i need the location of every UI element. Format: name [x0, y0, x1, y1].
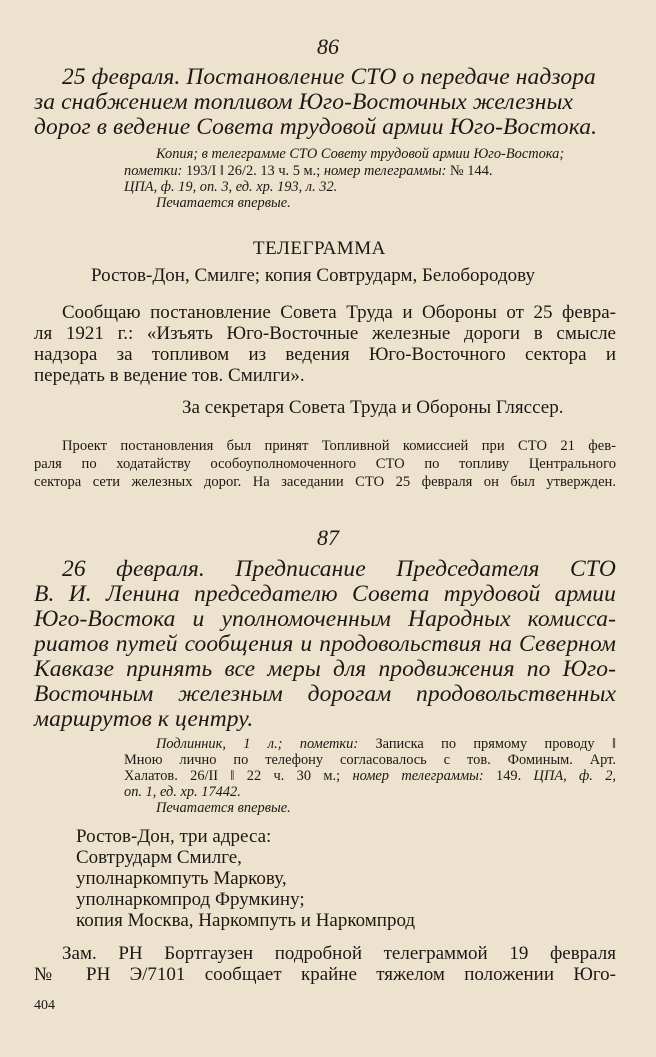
publication-note: Печатается впервые. [156, 195, 291, 211]
archival-meta-line: оп. 1, ед. хр. 17442. [124, 784, 241, 800]
document-number-86: 86 [317, 34, 339, 59]
telegram-title: ТЕЛЕГРАММА [253, 238, 386, 259]
editorial-note-line: раля по ходатайству особоуполномоченного СТО по топливу Центрального [34, 456, 616, 472]
telegram-body-line: передать в ведение тов. Смилги». [34, 365, 305, 386]
archival-meta-line: Халатов. 26/II ‖ 22 ч. 30 м.; номер телеграммы: 149. ЦПА, ф. 2, [124, 768, 616, 784]
page-number: 404 [34, 998, 55, 1013]
heading-line: В. И. Ленина председателю Совета трудовой армии [34, 581, 616, 607]
editorial-note-line: сектора сети железных дорог. На заседании СТО 25 февраля он был утвержден. [34, 474, 616, 490]
telegram-body-line: Сообщаю постановление Совета Труда и Обороны от 25 февра- [62, 302, 616, 323]
telegram-body-line: надзора за топливом из ведения Юго-Восточного сектора и [34, 344, 616, 365]
heading-line: Восточным железным дорогам продовольственных [34, 681, 616, 707]
telegram-address-line: Совтрударм Смилге, [76, 847, 242, 868]
telegram-body-line: ля 1921 г.: «Изъять Юго-Восточные железные дороги в смысле [34, 323, 616, 344]
archival-meta-line: Мною лично по телефону согласовалось с тов. Фоминым. Арт. [124, 752, 616, 768]
publication-note: Печатается впервые. [156, 800, 291, 816]
document-number-87: 87 [317, 525, 339, 550]
editorial-note-line: Проект постановления был принят Топливной комиссией при СТО 21 фев- [62, 438, 616, 454]
telegram-body-line: Зам. РН Бортгаузен подробной телеграммой 19 февраля [62, 943, 616, 964]
heading-line: Кавказе принять все меры для продвижения по Юго- [34, 656, 616, 682]
heading-line: Юго-Востока и уполномоченным Народных комисса- [34, 606, 616, 632]
archival-meta-line: ЦПА, ф. 19, оп. 3, ед. хр. 193, л. 32. [124, 179, 338, 195]
archival-meta-line: Подлинник, 1 л.; пометки: Записка по прямому проводу ‖ [156, 736, 616, 752]
heading-line: за снабжением топливом Юго-Восточных железных [34, 89, 574, 115]
telegram-address-line: уполнаркомпуть Маркову, [76, 868, 287, 889]
heading-line: дорог в ведение Совета трудовой армии Юго-Востока. [34, 114, 598, 140]
telegram-address-line: Ростов-Дон, три адреса: [76, 826, 272, 847]
telegram-body-line: № РН Э/7101 сообщает крайне тяжелом положении Юго- [34, 964, 616, 985]
telegram-address: Ростов-Дон, Смилге; копия Совтрударм, Белобородову [91, 265, 535, 286]
heading-line: риатов путей сообщения и продовольствия на Северном [34, 631, 616, 657]
heading-line: 25 февраля. Постановление СТО о передаче надзора [62, 64, 596, 90]
archival-meta-line: пометки: 193/I ‖ 26/2. 13 ч. 5 м.; номер телеграммы: № 144. [124, 163, 493, 179]
heading-line: маршрутов к центру. [34, 706, 254, 732]
telegram-address-line: копия Москва, Наркомпуть и Наркомпрод [76, 910, 416, 931]
archival-meta-line: Копия; в телеграмме СТО Совету трудовой армии Юго-Востока; [156, 146, 565, 162]
telegram-signature: За секретаря Совета Труда и Обороны Гляссер. [182, 397, 564, 418]
telegram-address-line: уполнаркомпрод Фрумкину; [76, 889, 305, 910]
heading-line: 26 февраля. Предписание Председателя СТО [62, 556, 616, 582]
